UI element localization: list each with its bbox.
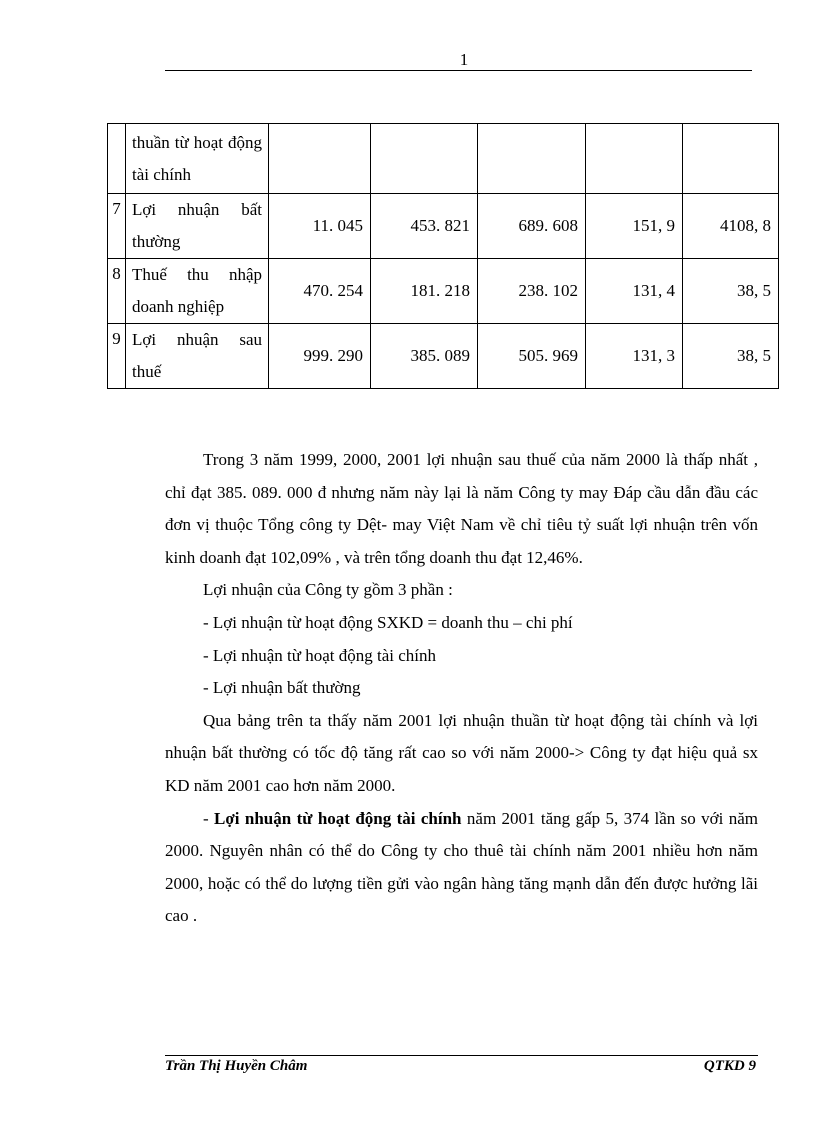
- list-item: - Lợi nhuận từ hoạt động SXKD = doanh thu – chi phí: [203, 612, 573, 632]
- paragraph-prefix: -: [203, 808, 215, 828]
- table-row: [108, 324, 779, 389]
- table-row: [108, 259, 779, 324]
- row-label: Lợi nhuận bất thường: [126, 194, 269, 259]
- paragraph-rest: năm 2001 tăng gấp 5, 374 lần so với năm 2000. Nguyên nhân có thể do Công ty cho thuê tài chính năm 2001 nhiều hơn năm 2000, hoặc có thể do lượng tiền gửi vào ngân hàng tăng mạnh dẫn đến được hưởng lãi cao .: [165, 808, 758, 926]
- profit-table: [107, 123, 779, 389]
- paragraph: Qua bảng trên ta thấy năm 2001 lợi nhuận thuần từ hoạt động tài chính và lợi nhuận bất thường có tốc độ tăng rất cao so với năm 2000-> Công ty đạt hiệu quả sx KD năm 2001 cao hơn năm 2000.: [165, 710, 758, 795]
- cell-value: 181. 218: [371, 259, 478, 324]
- cell-value: 505. 969: [478, 324, 586, 389]
- header-rule: [165, 70, 752, 71]
- cell-value: 238. 102: [478, 259, 586, 324]
- paragraph: Trong 3 năm 1999, 2000, 2001 lợi nhuận sau thuế của năm 2000 là thấp nhất , chỉ đạt 385. 089. 000 đ nhưng năm này lại là năm Công ty may Đáp cầu dẫn đầu các đơn vị thuộc Tổng công ty Dệt- may Việt Nam về chỉ tiêu tỷ suất lợi nhuận trên vốn kinh doanh đạt 102,09% , và trên tổng doanh thu đạt 12,46%.: [165, 450, 758, 567]
- row-label: Lợi nhuận sau thuế: [126, 324, 269, 389]
- row-index: 8: [108, 259, 126, 324]
- bold-phrase: Lợi nhuận từ hoạt động tài chính: [214, 808, 462, 828]
- footer-author: Trần Thị Huyền Châm: [165, 1058, 308, 1074]
- body-text: [165, 444, 758, 933]
- footer-rule: [165, 1055, 758, 1056]
- cell-value: 11. 045: [269, 194, 371, 259]
- row-label: Thuế thu nhập doanh nghiệp: [126, 259, 269, 324]
- paragraph: [165, 803, 758, 933]
- row-index: 7: [108, 194, 126, 259]
- cell-value: 4108, 8: [683, 194, 779, 259]
- row-label: thuần từ hoạt động tài chính: [126, 124, 269, 194]
- table-row: [108, 124, 779, 194]
- cell-value: 131, 4: [586, 259, 683, 324]
- cell-value: 453. 821: [371, 194, 478, 259]
- list-item: - Lợi nhuận từ hoạt động tài chính: [203, 645, 437, 665]
- cell-value: 999. 290: [269, 324, 371, 389]
- table-row: [108, 194, 779, 259]
- page-number: 1: [459, 50, 469, 69]
- row-index: 9: [108, 324, 126, 389]
- cell-value: 38, 5: [683, 259, 779, 324]
- cell-value: 470. 254: [269, 259, 371, 324]
- footer-class: QTKD 9: [703, 1058, 756, 1074]
- list-item: - Lợi nhuận bất thường: [203, 678, 361, 698]
- cell-value: 689. 608: [478, 194, 586, 259]
- cell-value: 385. 089: [371, 324, 478, 389]
- cell-value: 131, 3: [586, 324, 683, 389]
- cell-value: 38, 5: [683, 324, 779, 389]
- paragraph: Lợi nhuận của Công ty gồm 3 phần :: [203, 580, 453, 600]
- cell-value: 151, 9: [586, 194, 683, 259]
